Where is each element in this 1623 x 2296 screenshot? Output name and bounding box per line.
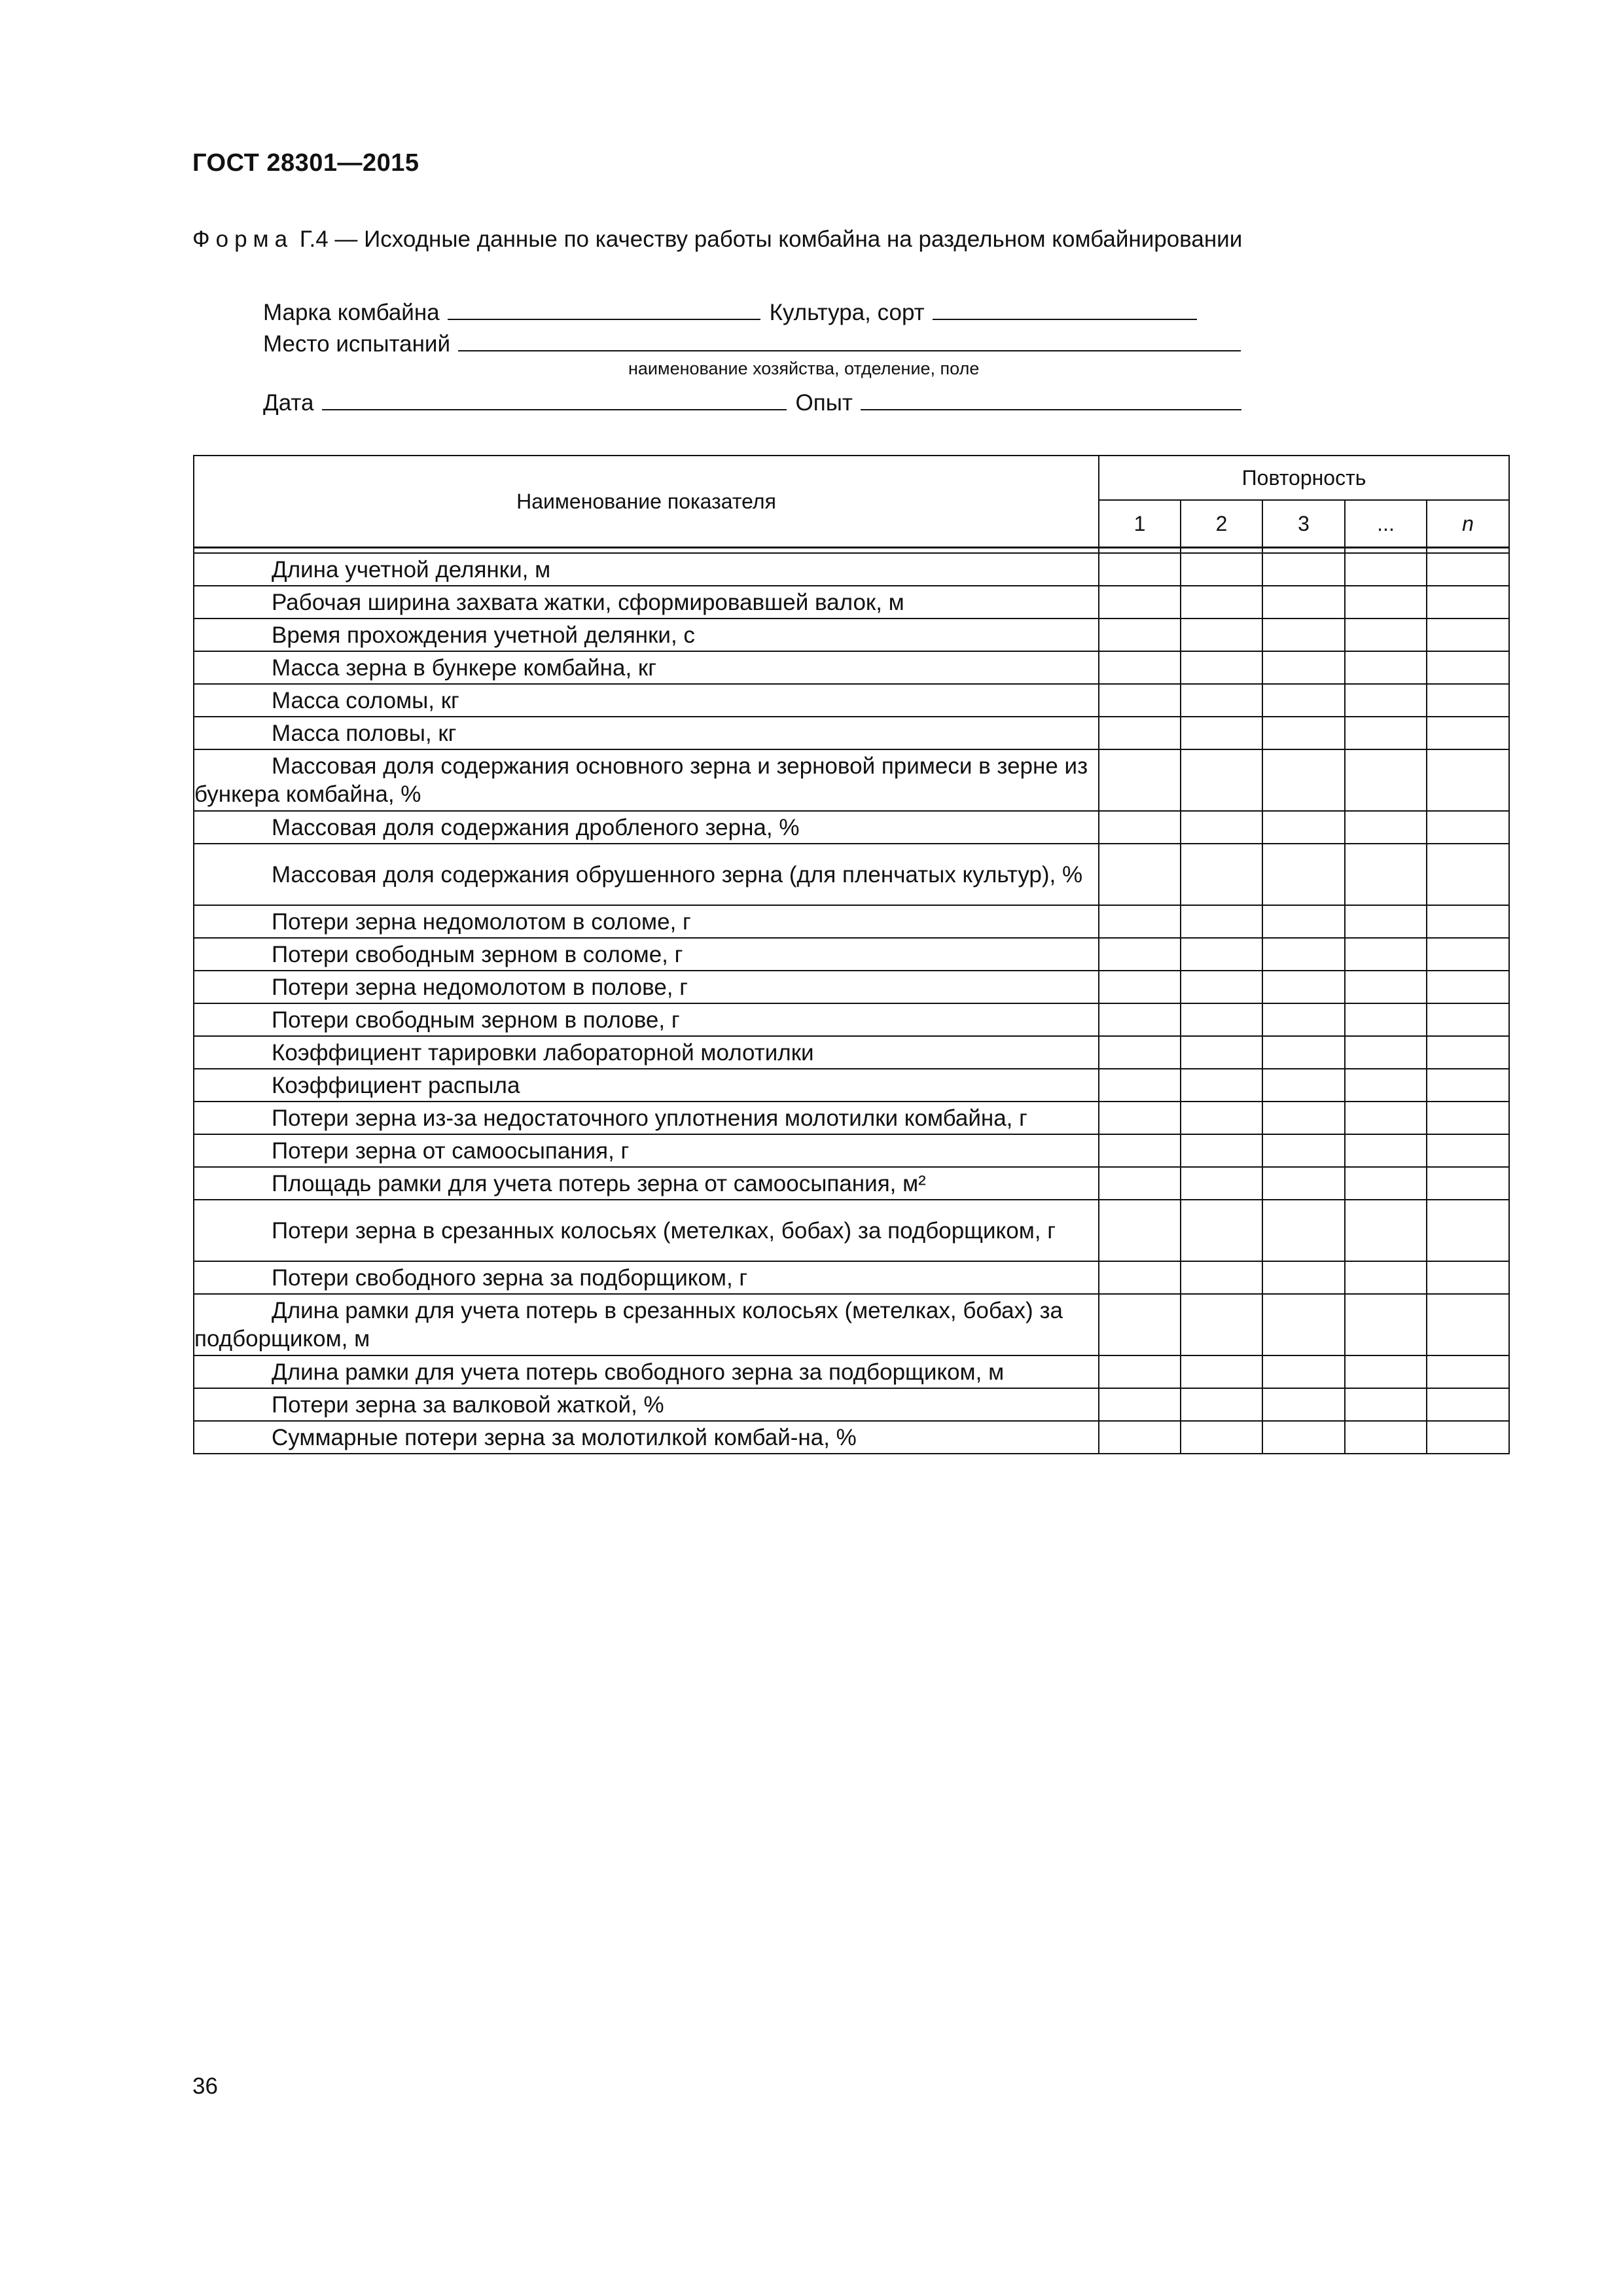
repetition-header: Повторность <box>1099 456 1509 500</box>
value-cell[interactable] <box>1427 1069 1509 1102</box>
value-cell[interactable] <box>1262 684 1345 717</box>
value-cell[interactable] <box>1262 1167 1345 1200</box>
value-cell[interactable] <box>1262 619 1345 651</box>
value-cell[interactable] <box>1345 905 1427 938</box>
value-cell[interactable] <box>1181 1200 1262 1261</box>
value-cell[interactable] <box>1262 1069 1345 1102</box>
value-cell[interactable] <box>1181 971 1262 1003</box>
value-cell[interactable] <box>1345 1003 1427 1036</box>
value-cell[interactable] <box>1181 586 1262 619</box>
value-cell[interactable] <box>1099 1003 1181 1036</box>
field-line-date <box>263 390 1251 416</box>
value-cell[interactable] <box>1181 749 1262 811</box>
combine-brand-label: Марка комбайна <box>263 300 440 325</box>
indicator-label: Потери зерна в срезанных колосьях (метелках, бобах) за подборщиком, г <box>194 1200 1099 1261</box>
value-cell[interactable] <box>1427 1294 1509 1355</box>
indicator-label: Потери зерна за валковой жаткой, % <box>194 1388 1099 1421</box>
value-cell[interactable] <box>1262 717 1345 749</box>
value-cell[interactable] <box>1181 905 1262 938</box>
value-cell[interactable] <box>1099 1102 1181 1134</box>
value-cell[interactable] <box>1262 1134 1345 1167</box>
value-cell[interactable] <box>1345 1294 1427 1355</box>
value-cell[interactable] <box>1181 1069 1262 1102</box>
value-cell[interactable] <box>1262 1003 1345 1036</box>
value-cell[interactable] <box>1099 586 1181 619</box>
value-cell[interactable] <box>1345 684 1427 717</box>
field-line-place <box>263 331 1250 357</box>
table-row <box>194 1261 1509 1294</box>
value-cell[interactable] <box>1345 749 1427 811</box>
value-cell[interactable] <box>1262 1102 1345 1134</box>
value-cell[interactable] <box>1427 905 1509 938</box>
value-cell[interactable] <box>1427 938 1509 971</box>
indicator-label: Потери свободным зерном в соломе, г <box>194 938 1099 971</box>
indicator-label: Масса половы, кг <box>194 717 1099 749</box>
value-cell[interactable] <box>1427 684 1509 717</box>
test-place-caption: наименование хозяйства, отделение, поле <box>628 359 980 378</box>
form-prefix: Форма <box>192 226 294 252</box>
value-cell[interactable] <box>1262 1355 1345 1388</box>
value-cell[interactable] <box>1262 811 1345 844</box>
value-cell[interactable] <box>1345 1261 1427 1294</box>
indicator-label: Время прохождения учетной делянки, с <box>194 619 1099 651</box>
value-cell[interactable] <box>1181 1003 1262 1036</box>
header-separator-row <box>194 548 1509 554</box>
value-cell[interactable] <box>1181 1102 1262 1134</box>
table-row <box>194 1200 1509 1261</box>
value-cell[interactable] <box>1181 1421 1262 1454</box>
value-cell[interactable] <box>1345 717 1427 749</box>
table-row <box>194 1003 1509 1036</box>
value-cell[interactable] <box>1262 905 1345 938</box>
value-cell[interactable] <box>1427 1102 1509 1134</box>
value-cell[interactable] <box>1427 844 1509 905</box>
value-cell[interactable] <box>1345 1421 1427 1454</box>
value-cell[interactable] <box>1345 844 1427 905</box>
indicator-label: Массовая доля содержания основного зерна и зерновой примеси в зерне из бункера комбайна, % <box>194 749 1099 811</box>
form-title-text: Г.4 — Исходные данные по качеству работы комбайна на раздельном комбайнировании <box>299 226 1243 252</box>
table-row <box>194 586 1509 619</box>
value-cell[interactable] <box>1099 1134 1181 1167</box>
value-cell[interactable] <box>1099 651 1181 684</box>
value-cell[interactable] <box>1099 811 1181 844</box>
table-row <box>194 553 1509 586</box>
value-cell[interactable] <box>1181 1134 1262 1167</box>
value-cell[interactable] <box>1345 1134 1427 1167</box>
indicator-label: Коэффициент тарировки лабораторной молотилки <box>194 1036 1099 1069</box>
value-cell[interactable] <box>1262 938 1345 971</box>
value-cell[interactable] <box>1427 586 1509 619</box>
value-cell[interactable] <box>1262 1421 1345 1454</box>
value-cell[interactable] <box>1427 651 1509 684</box>
table-row <box>194 1388 1509 1421</box>
value-cell[interactable] <box>1099 553 1181 586</box>
indicator-label: Площадь рамки для учета потерь зерна от самоосыпания, м² <box>194 1167 1099 1200</box>
page-number: 36 <box>192 2073 218 2099</box>
indicator-label: Длина рамки для учета потерь свободного зерна за подборщиком, м <box>194 1355 1099 1388</box>
value-cell[interactable] <box>1427 1388 1509 1421</box>
value-cell[interactable] <box>1427 619 1509 651</box>
value-cell[interactable] <box>1099 749 1181 811</box>
indicator-label: Потери зерна из-за недостаточного уплотнения молотилки комбайна, г <box>194 1102 1099 1134</box>
value-cell[interactable] <box>1099 684 1181 717</box>
value-cell[interactable] <box>1345 938 1427 971</box>
indicator-label: Масса зерна в бункере комбайна, кг <box>194 651 1099 684</box>
data-table <box>193 455 1510 1454</box>
value-cell[interactable] <box>1099 1294 1181 1355</box>
table-row <box>194 811 1509 844</box>
value-cell[interactable] <box>1427 1261 1509 1294</box>
column-header-n: n <box>1427 500 1509 548</box>
value-cell[interactable] <box>1099 938 1181 971</box>
value-cell[interactable] <box>1345 1102 1427 1134</box>
value-cell[interactable] <box>1099 1261 1181 1294</box>
table-row <box>194 1134 1509 1167</box>
experiment-label: Опыт <box>795 390 853 416</box>
value-cell[interactable] <box>1345 1036 1427 1069</box>
date-blank[interactable] <box>322 408 787 410</box>
value-cell[interactable] <box>1345 1069 1427 1102</box>
column-header-3: 3 <box>1262 500 1345 548</box>
field-line-combine <box>263 300 1206 326</box>
value-cell[interactable] <box>1181 1294 1262 1355</box>
value-cell[interactable] <box>1345 1200 1427 1261</box>
table-row <box>194 1069 1509 1102</box>
table-row <box>194 1167 1509 1200</box>
crop-variety-label: Культура, сорт <box>769 300 925 325</box>
table-row <box>194 651 1509 684</box>
indicator-label: Суммарные потери зерна за молотилкой комбай-на, % <box>194 1421 1099 1454</box>
value-cell[interactable] <box>1345 811 1427 844</box>
indicator-label: Потери свободного зерна за подборщиком, г <box>194 1261 1099 1294</box>
indicator-label: Потери зерна от самоосыпания, г <box>194 1134 1099 1167</box>
indicator-label: Длина рамки для учета потерь в срезанных колосьях (метелках, бобах) за подборщиком, м <box>194 1294 1099 1355</box>
value-cell[interactable] <box>1262 749 1345 811</box>
combine-brand-blank[interactable] <box>448 318 760 320</box>
value-cell[interactable] <box>1345 651 1427 684</box>
value-cell[interactable] <box>1099 1167 1181 1200</box>
value-cell[interactable] <box>1262 553 1345 586</box>
value-cell[interactable] <box>1099 1036 1181 1069</box>
value-cell[interactable] <box>1427 811 1509 844</box>
table-row <box>194 844 1509 905</box>
value-cell[interactable] <box>1181 619 1262 651</box>
indicator-label: Потери зерна недомолотом в полове, г <box>194 971 1099 1003</box>
value-cell[interactable] <box>1181 811 1262 844</box>
value-cell[interactable] <box>1427 1134 1509 1167</box>
value-cell[interactable] <box>1099 1388 1181 1421</box>
value-cell[interactable] <box>1427 1036 1509 1069</box>
value-cell[interactable] <box>1345 1388 1427 1421</box>
indicator-label: Массовая доля содержания обрушенного зерна (для пленчатых культур), % <box>194 844 1099 905</box>
test-place-label: Место испытаний <box>263 331 451 357</box>
indicator-name-header: Наименование показателя <box>194 456 1099 548</box>
value-cell[interactable] <box>1427 553 1509 586</box>
value-cell[interactable] <box>1099 1421 1181 1454</box>
value-cell[interactable] <box>1427 971 1509 1003</box>
indicator-label: Потери свободным зерном в полове, г <box>194 1003 1099 1036</box>
value-cell[interactable] <box>1099 1355 1181 1388</box>
table-row <box>194 1294 1509 1355</box>
value-cell[interactable] <box>1181 1355 1262 1388</box>
value-cell[interactable] <box>1345 619 1427 651</box>
value-cell[interactable] <box>1099 1069 1181 1102</box>
value-cell[interactable] <box>1262 1261 1345 1294</box>
value-cell[interactable] <box>1181 1036 1262 1069</box>
column-header-ellipsis: ... <box>1345 500 1427 548</box>
value-cell[interactable] <box>1427 1421 1509 1454</box>
value-cell[interactable] <box>1345 553 1427 586</box>
value-cell[interactable] <box>1345 586 1427 619</box>
value-cell[interactable] <box>1262 651 1345 684</box>
value-cell[interactable] <box>1181 684 1262 717</box>
table-row <box>194 1102 1509 1134</box>
value-cell[interactable] <box>1262 844 1345 905</box>
value-cell[interactable] <box>1099 971 1181 1003</box>
value-cell[interactable] <box>1345 1355 1427 1388</box>
value-cell[interactable] <box>1427 1003 1509 1036</box>
value-cell[interactable] <box>1099 717 1181 749</box>
table-row <box>194 749 1509 811</box>
value-cell[interactable] <box>1099 619 1181 651</box>
value-cell[interactable] <box>1181 717 1262 749</box>
table-row <box>194 1355 1509 1388</box>
value-cell[interactable] <box>1262 1294 1345 1355</box>
value-cell[interactable] <box>1181 844 1262 905</box>
value-cell[interactable] <box>1262 1388 1345 1421</box>
value-cell[interactable] <box>1262 1036 1345 1069</box>
experiment-blank[interactable] <box>861 408 1241 410</box>
column-header-2: 2 <box>1181 500 1262 548</box>
date-label: Дата <box>263 390 314 416</box>
indicator-label: Длина учетной делянки, м <box>194 553 1099 586</box>
table-row <box>194 938 1509 971</box>
indicator-label: Массовая доля содержания дробленого зерна, % <box>194 811 1099 844</box>
table-row <box>194 971 1509 1003</box>
value-cell[interactable] <box>1181 938 1262 971</box>
value-cell[interactable] <box>1427 749 1509 811</box>
table-row <box>194 1036 1509 1069</box>
crop-variety-blank[interactable] <box>933 318 1197 320</box>
column-header-1: 1 <box>1099 500 1181 548</box>
table-row <box>194 717 1509 749</box>
value-cell[interactable] <box>1181 651 1262 684</box>
value-cell[interactable] <box>1427 1200 1509 1261</box>
value-cell[interactable] <box>1181 1261 1262 1294</box>
table-row <box>194 619 1509 651</box>
value-cell[interactable] <box>1345 1167 1427 1200</box>
indicator-label: Рабочая ширина захвата жатки, сформировавшей валок, м <box>194 586 1099 619</box>
value-cell[interactable] <box>1181 553 1262 586</box>
value-cell[interactable] <box>1181 1388 1262 1421</box>
value-cell[interactable] <box>1262 586 1345 619</box>
table-row <box>194 905 1509 938</box>
value-cell[interactable] <box>1099 844 1181 905</box>
form-title <box>192 226 1242 253</box>
document-header: ГОСТ 28301—2015 <box>192 149 419 177</box>
table-body <box>194 548 1509 1454</box>
table-row <box>194 1421 1509 1454</box>
value-cell[interactable] <box>1427 717 1509 749</box>
value-cell[interactable] <box>1427 1355 1509 1388</box>
table-row <box>194 684 1509 717</box>
test-place-blank[interactable] <box>458 350 1241 351</box>
value-cell[interactable] <box>1099 1200 1181 1261</box>
value-cell[interactable] <box>1427 1167 1509 1200</box>
indicator-label: Масса соломы, кг <box>194 684 1099 717</box>
value-cell[interactable] <box>1099 905 1181 938</box>
value-cell[interactable] <box>1181 1167 1262 1200</box>
value-cell[interactable] <box>1262 1200 1345 1261</box>
indicator-label: Коэффициент распыла <box>194 1069 1099 1102</box>
value-cell[interactable] <box>1262 971 1345 1003</box>
indicator-label: Потери зерна недомолотом в соломе, г <box>194 905 1099 938</box>
value-cell[interactable] <box>1345 971 1427 1003</box>
